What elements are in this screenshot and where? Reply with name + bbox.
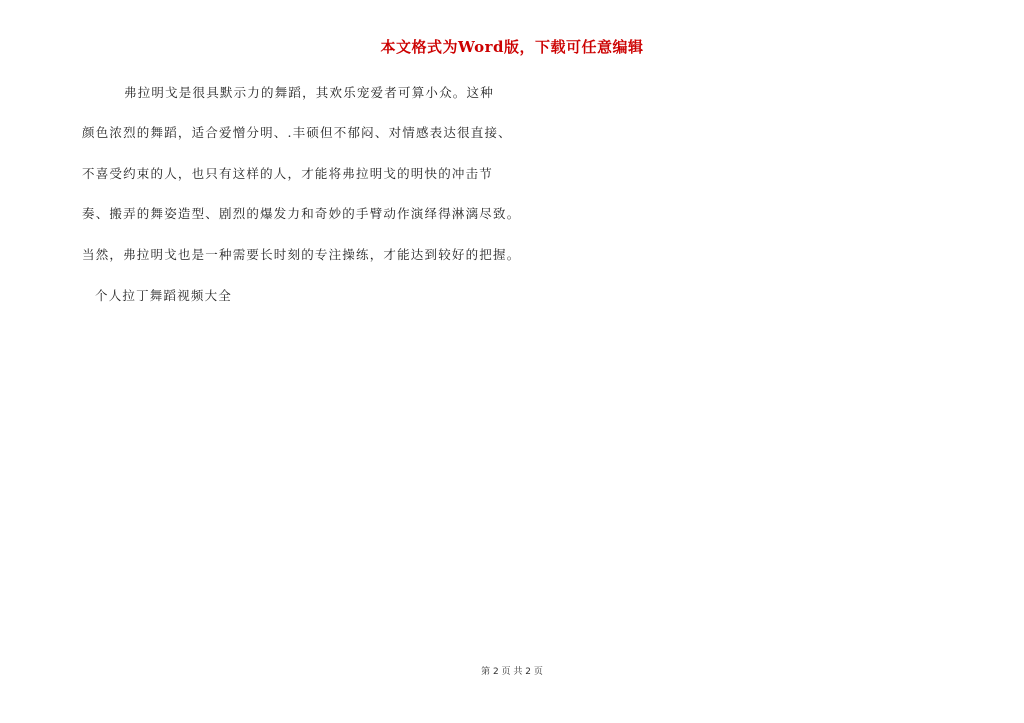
section-subtitle: 个人拉丁舞蹈视频大全 [95,288,233,303]
paragraph-line: 奏、搬弄的舞姿造型、剧烈的爆发力和奇妙的手臂动作演绎得淋漓尽致。 [82,206,521,221]
paragraph-line: 颜色浓烈的舞蹈，适合爱憎分明、.丰硕但不郁闷、对情感表达很直接、 [82,125,512,140]
paragraph-line: 当然，弗拉明戈也是一种需要长时刻的专注操练，才能达到较好的把握。 [82,247,521,262]
edit-notice-banner: 本文格式为Word版，下载可任意编辑 [380,38,644,56]
page-number-footer: 第 2 页 共 2 页 [481,667,543,677]
paragraph-line: 不喜受约束的人，也只有这样的人，才能将弗拉明戈的明快的冲击节 [82,166,494,181]
paragraph-line: 弗拉明戈是很具默示力的舞蹈，其欢乐宠爱者可算小众。这种 [124,85,494,100]
